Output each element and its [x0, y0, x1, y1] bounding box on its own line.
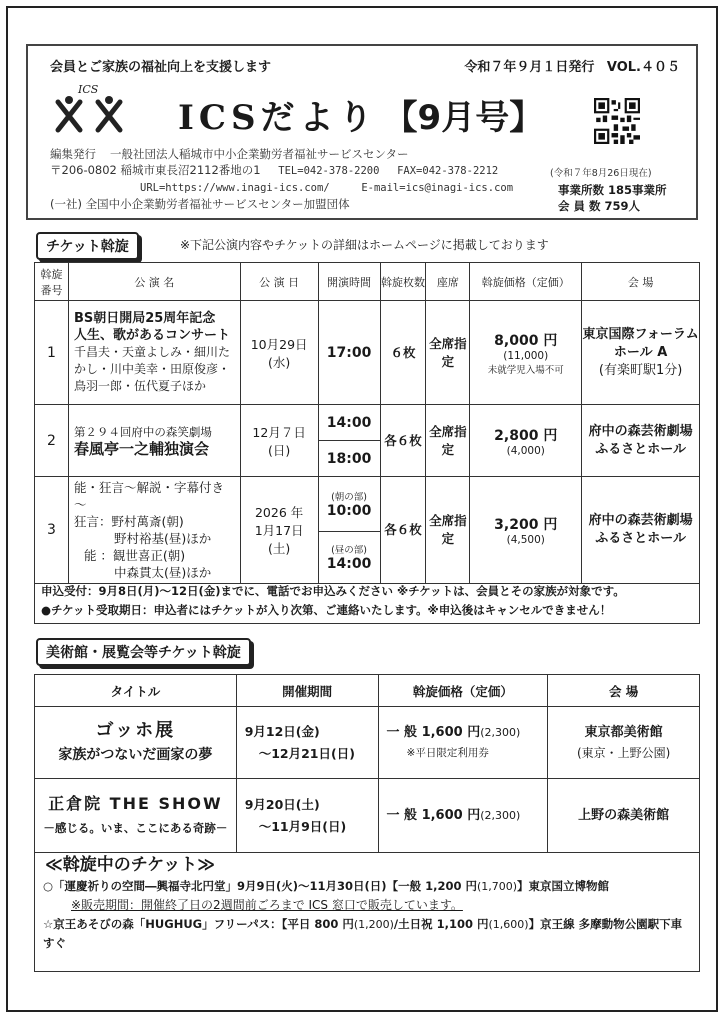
ticket-price — [470, 405, 582, 477]
exhibition-venue — [548, 707, 700, 779]
venue-name: 府中の森芸術劇場 — [588, 513, 693, 528]
name-line: 人生、歌があるコンサート — [73, 328, 230, 343]
title-month: 【9月号】 — [383, 98, 544, 138]
publisher-label: 編集発行 — [50, 147, 96, 161]
item-list-price: (1,700) — [476, 880, 518, 893]
col-header-price: 斡旋価格（定価） — [470, 263, 582, 301]
table-row — [35, 477, 700, 532]
current-item-1-note: ※販売期間：開催終了日の2週間前ごろまで ICS 窓口で販売しています。 — [71, 898, 463, 912]
start-time-2: 18:00 — [318, 441, 380, 477]
session-label: (昼の部) — [331, 545, 367, 557]
exhibition-price — [378, 707, 548, 779]
col-header-venue: 会 場 — [548, 675, 700, 707]
current-tickets-heading: ≪斡旋中のチケット≫ — [45, 855, 216, 875]
ticket-table-header — [35, 263, 700, 301]
performance-name — [68, 405, 240, 477]
name-line: 狂言：野村萬斎(朝) — [73, 514, 184, 529]
name-line: 千昌夫・天童よしみ・細川たかし・川中美幸・田原俊彦・鳥羽一郎・伍代夏子ほか — [73, 345, 230, 393]
item-text: ☆京王あそびの森「HUGHUG」フリーパス：【平日 800 円 — [43, 917, 354, 931]
price-value: 2,800 円 — [494, 427, 558, 444]
exhibition-venue — [548, 779, 700, 853]
row-number: 2 — [35, 405, 69, 477]
stats-as-of: (令和７年8月26日現在) — [550, 168, 652, 179]
seat-type: 全席指定 — [426, 405, 470, 477]
address: 稲城市東長沼2112番地の1 — [120, 163, 261, 177]
period-start: 9月12日(金) — [244, 723, 320, 739]
performance-name — [68, 477, 240, 584]
performance-date — [240, 477, 318, 584]
publisher-name: 一般社団法人稲城市中小企業勤労者福祉サービスセンター — [110, 147, 409, 161]
col-header-time: 開演時間 — [318, 263, 380, 301]
header-top-row — [50, 56, 680, 75]
email-address[interactable]: E-mail=ics@inagi-ics.com — [361, 182, 514, 194]
name-line: 春風亭一之輔独演会 — [73, 439, 209, 458]
venue-access: (有楽町駅1分) — [598, 362, 683, 378]
issue-date: 令和７年９月１日発行 — [464, 60, 595, 75]
logo-text: ICS — [78, 83, 99, 96]
exhibition-name: ゴッホ展 — [95, 719, 176, 741]
newsletter-title — [178, 90, 543, 139]
exhibition-price — [378, 779, 548, 853]
seat-type: 全席指定 — [426, 477, 470, 584]
name-line: BS朝日開局25周年記念 — [73, 311, 216, 326]
museum-table-header — [35, 675, 700, 707]
newsletter-header — [26, 44, 698, 220]
federation-note: (一社) 全国中小企業勤労者福祉サービスセンター加盟団体 — [50, 197, 350, 211]
seat-type: 全席指定 — [426, 301, 470, 405]
exhibition-subtitle: －感じる。いま、ここにある奇跡－ — [43, 820, 228, 835]
venue-name: 東京都美術館 — [584, 724, 663, 740]
ticket-table — [34, 262, 700, 584]
performance-name — [68, 301, 240, 405]
col-header-seat: 座席 — [426, 263, 470, 301]
venue-hall: ふるさとホール — [595, 441, 686, 457]
period-end: ～11月9日(日) — [258, 818, 347, 834]
venue — [582, 477, 700, 584]
ticket-count: 各６枚 — [380, 405, 426, 477]
weekday-text: (日) — [267, 442, 291, 458]
venue-location: (東京・上野公園) — [576, 745, 671, 760]
date-text: 12月７日 — [252, 424, 306, 440]
fax: FAX=042-378-2212 — [397, 165, 499, 177]
issue-info — [456, 56, 680, 75]
venue — [582, 405, 700, 477]
time-value: 14:00 — [326, 556, 372, 573]
telephone: TEL=042-378-2200 — [278, 165, 380, 177]
tagline: 会員とご家族の福祉向上を支援します — [50, 60, 272, 75]
date-text: 10月29日 — [250, 336, 308, 352]
period-end: ～12月21日(日) — [258, 745, 355, 761]
price-value: 8,000 円 — [494, 332, 558, 349]
publisher-info — [50, 146, 513, 212]
name-line: 野村裕基(昼)ほか — [113, 531, 212, 546]
exhibition-title — [35, 707, 237, 779]
price-value: 3,200 円 — [494, 517, 558, 533]
stats-members: 会 員 数 759人 — [558, 199, 641, 213]
list-price: (11,000) — [503, 349, 549, 362]
current-item-1 — [43, 877, 691, 896]
list-price: (2,300) — [480, 725, 521, 739]
list-price: (2,300) — [480, 808, 521, 822]
venue-name: 上野の森美術館 — [578, 807, 670, 823]
start-time-1: 14:00 — [318, 405, 380, 441]
venue-hall: ふるさとホール — [595, 531, 686, 546]
venue — [582, 301, 700, 405]
name-line: 能・狂言～解説・字幕付き～ — [73, 480, 224, 512]
price-note: 未就学児入場不可 — [487, 364, 564, 376]
row-number: 1 — [35, 301, 69, 405]
date-year: 2026 年 — [254, 505, 304, 520]
col-header-venue: 会 場 — [582, 263, 700, 301]
col-header-title: タイトル — [35, 675, 237, 707]
ticket-section-label: チケット斡旋 — [36, 232, 139, 260]
col-header-date: 公 演 日 — [240, 263, 318, 301]
current-item-2 — [43, 915, 691, 953]
weekday-text: (水) — [267, 354, 291, 370]
period-start: 9月20日(土) — [244, 796, 320, 812]
exhibition-subtitle: 家族がつないだ画家の夢 — [58, 746, 213, 763]
list-price: (4,000) — [506, 444, 545, 457]
time-value: 10:00 — [326, 502, 372, 519]
session-label: (朝の部) — [331, 491, 367, 503]
col-header-no: 斡旋番号 — [35, 263, 69, 301]
application-info — [34, 578, 700, 624]
ticket-price — [470, 301, 582, 405]
date-text: 1月17日 — [254, 523, 304, 538]
table-row — [35, 779, 700, 853]
volume-number: VOL.４０５ — [606, 60, 680, 75]
price-note: ※平日限定利用券 — [406, 746, 489, 759]
col-header-price: 斡旋価格（定価） — [378, 675, 548, 707]
current-tickets — [34, 852, 700, 972]
venue-name: 東京国際フォーラム — [582, 326, 699, 342]
title-text: ICSだより — [178, 98, 378, 138]
item-venue: 】東京国立博物館 — [517, 879, 610, 893]
weekday-text: (土) — [267, 541, 291, 556]
apply-line-1: 申込受付：9月8日(月)～12日(金)までに、電話でお申込みください ※チケットは、会員とその家族が対象です。 — [41, 584, 625, 598]
exhibition-name: 正倉院 THE SHOW — [48, 793, 223, 813]
table-row — [35, 301, 700, 405]
row-number: 3 — [35, 477, 69, 584]
price-value: 一 般 1,600 円 — [386, 807, 481, 823]
ics-logo-icon — [50, 82, 134, 138]
col-header-period: 開催期間 — [236, 675, 378, 707]
museum-table — [34, 674, 700, 853]
exhibition-period — [236, 707, 378, 779]
item-text: ○「運慶祈りの空間―興福寺北円堂」9月9日(火)～11月30日(日)【一般 1,200 円 — [43, 879, 477, 893]
name-line: 能 ：観世喜正(朝) — [83, 548, 186, 563]
item-list-price: (1,200) — [353, 918, 394, 931]
price-value: 一 般 1,600 円 — [386, 724, 481, 740]
ticket-section-note: ※下記公演内容やチケットの詳細はホームページに掲載しております — [180, 238, 549, 252]
name-line: 中森貫太(昼)ほか — [113, 565, 212, 580]
list-price: (4,500) — [506, 534, 545, 546]
qr-code-icon[interactable] — [594, 98, 640, 144]
col-header-count: 斡旋枚数 — [380, 263, 426, 301]
member-stats — [550, 166, 667, 214]
postal-code: 〒206-0802 — [50, 163, 117, 177]
start-time: 17:00 — [318, 301, 380, 405]
col-header-name: 公 演 名 — [68, 263, 240, 301]
exhibition-period — [236, 779, 378, 853]
item-access: 】京王線 多摩動物公園駅下車すぐ — [43, 917, 683, 950]
exhibition-title — [35, 779, 237, 853]
website-url[interactable]: URL=https://www.inagi-ics.com/ — [140, 182, 330, 194]
ticket-count: ６枚 — [380, 301, 426, 405]
museum-section-label: 美術館・展覧会等チケット斡旋 — [36, 638, 251, 666]
performance-date — [240, 301, 318, 405]
name-line: 第２９４回府中の森笑劇場 — [73, 424, 212, 439]
apply-line-2: ●チケット受取期日：申込者にはチケットが入り次第、ご連絡いたします。※申込後はキャンセルできません！ — [41, 603, 612, 617]
venue-name: 府中の森芸術劇場 — [588, 423, 693, 439]
start-time-1 — [318, 477, 380, 532]
ticket-count: 各６枚 — [380, 477, 426, 584]
performance-date — [240, 405, 318, 477]
start-time-2 — [318, 531, 380, 583]
table-row — [35, 707, 700, 779]
item-list-price: (1,600) — [488, 918, 529, 931]
venue-hall: ホール A — [613, 344, 668, 360]
item-text: /土日祝 1,100 円 — [393, 917, 489, 931]
ticket-price — [470, 477, 582, 584]
stats-offices: 事業所数 185事業所 — [558, 183, 667, 197]
table-row — [35, 405, 700, 441]
